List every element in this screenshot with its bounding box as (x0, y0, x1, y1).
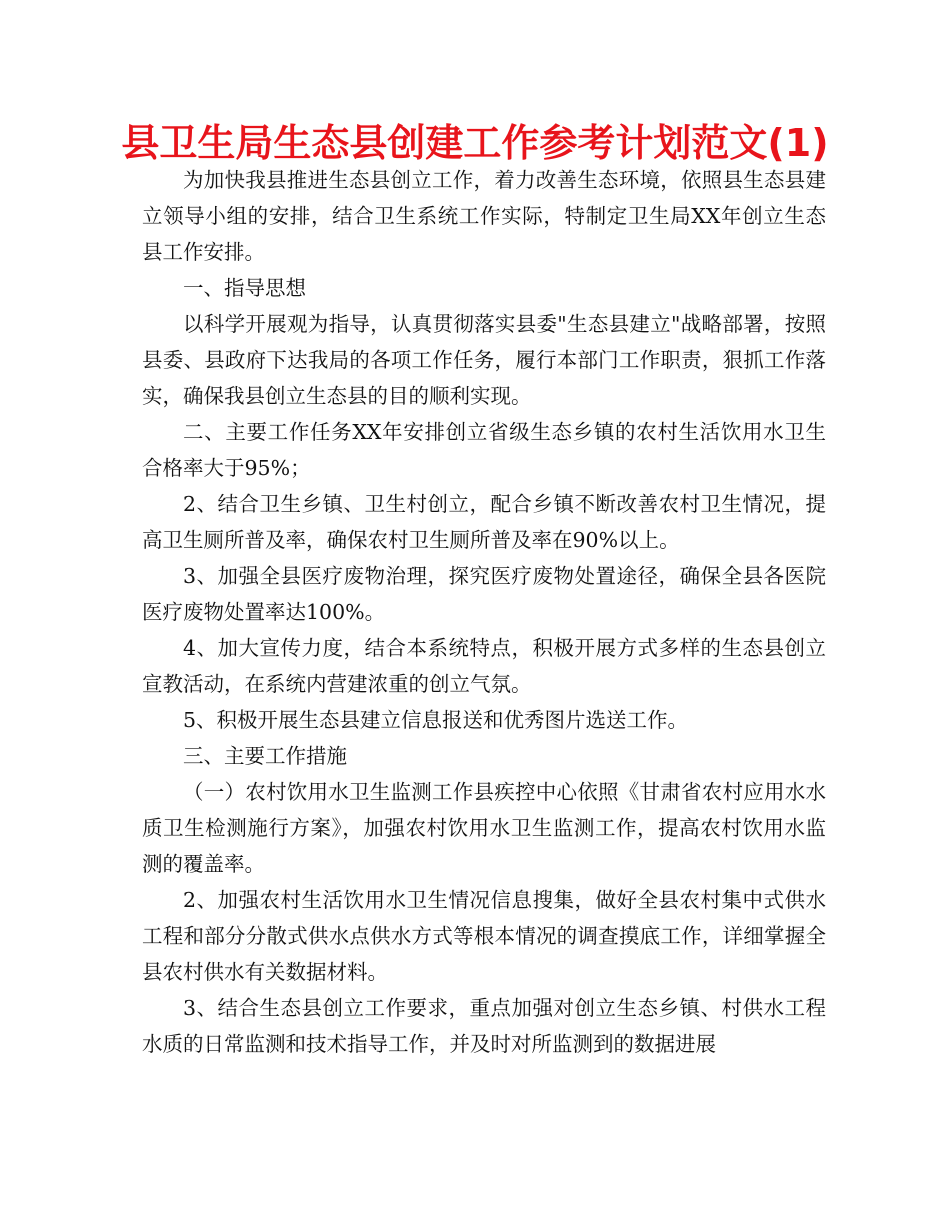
document-title: 县卫生局生态县创建工作参考计划范文(1) (121, 121, 829, 165)
document-body (142, 162, 826, 1062)
paragraph-measure-1: （一）农村饮用水卫生监测工作县疾控中心依照《甘肃省农村应用水水质卫生检测施行方案》，加强农村饮用水卫生监测工作，提高农村饮用水监测的覆盖率。 (142, 780, 826, 876)
paragraph-task-4: 4、加大宣传力度，结合本系统特点，积极开展方式多样的生态县创立宣教活动，在系统内营建浓重的创立气氛。 (142, 636, 826, 696)
paragraph-guiding-thought: 以科学开展观为指导，认真贯彻落实县委"生态县建立"战略部署，按照县委、县政府下达我局的各项工作任务，履行本部门工作职责，狠抓工作落实，确保我县创立生态县的目的顺利实现。 (142, 312, 826, 408)
paragraph-measure-3: 3、结合生态县创立工作要求，重点加强对创立生态乡镇、村供水工程水质的日常监测和技术指导工作，并及时对所监测到的数据进展 (142, 996, 826, 1056)
section-heading-guiding-thought: 一、指导思想 (183, 276, 306, 300)
paragraph-measure-2: 2、加强农村生活饮用水卫生情况信息搜集，做好全县农村集中式供水工程和部分分散式供水点供水方式等根本情况的调查摸底工作，详细掌握全县农村供水有关数据材料。 (142, 888, 826, 984)
paragraph-task-3: 3、加强全县医疗废物治理，探究医疗废物处置途径，确保全县各医院医疗废物处置率达100%。 (142, 564, 826, 624)
paragraph-intro: 为加快我县推进生态县创立工作，着力改善生态环境，依照县生态县建立领导小组的安排，结合卫生系统工作实际，特制定卫生局XX年创立生态县工作安排。 (142, 168, 826, 264)
paragraph-task-2: 2、结合卫生乡镇、卫生村创立，配合乡镇不断改善农村卫生情况，提高卫生厕所普及率，确保农村卫生厕所普及率在90%以上。 (142, 492, 826, 552)
paragraph-main-tasks: 二、主要工作任务XX年安排创立省级生态乡镇的农村生活饮用水卫生合格率大于95%； (142, 420, 826, 480)
section-heading-measures: 三、主要工作措施 (183, 744, 347, 768)
paragraph-task-5: 5、积极开展生态县建立信息报送和优秀图片选送工作。 (183, 708, 689, 732)
